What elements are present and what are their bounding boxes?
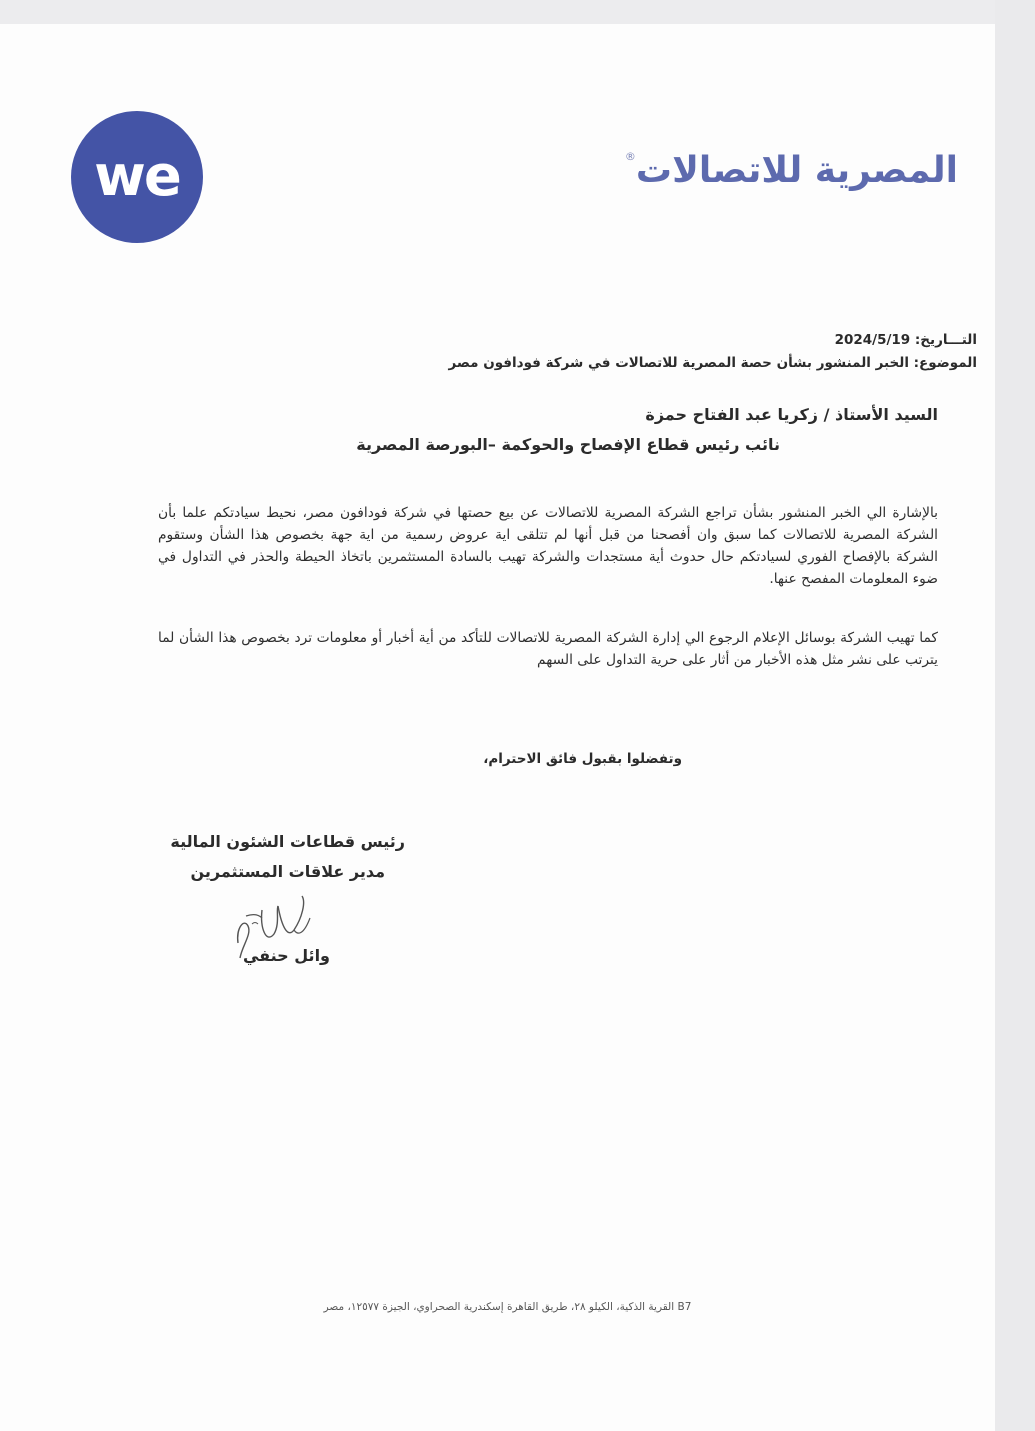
footer-address: B7 القرية الذكية، الكيلو ٢٨، طريق القاهرة إسكندرية الصحراوي، الجيزة ١٢٥٧٧، مصر [323, 1301, 692, 1313]
registered-mark: ® [624, 150, 636, 163]
signatory-title-1: رئيس قطاعات الشئون المالية [170, 832, 405, 851]
brand-name-text: المصرية للاتصالات [635, 150, 958, 191]
signatory-title-2: مدير علاقات المستثمرين [190, 862, 385, 881]
addressee-title: نائب رئيس قطاع الإفصاح والحوكمة –البورصة المصرية [356, 435, 780, 454]
closing-line: وتفضلوا بقبول فائق الاحترام، [483, 751, 682, 767]
subject-line: الموضوع: الخبر المنشور بشأن حصة المصرية للاتصالات في شركة فودافون مصر [448, 355, 977, 371]
signatory-name: وائل حنفي [242, 946, 330, 965]
we-logo-text: we [94, 144, 180, 209]
body-paragraph-2: كما تهيب الشركة بوسائل الإعلام الرجوع الي إدارة الشركة المصرية للاتصالات للتأكد من أية أخبار أو معلومات ترد بخصوص هذا الشأن لما يترتب على نشر مثل هذه الأخبار من أثار على حرية التداول على السهم [158, 630, 938, 668]
we-logo [71, 111, 203, 243]
addressee-name: السيد الأستاذ / زكريا عبد الفتاح حمزة [645, 405, 938, 424]
page-edge [995, 0, 1035, 1431]
company-brand-name [625, 150, 958, 191]
body-paragraph-1: بالإشارة الي الخبر المنشور بشأن تراجع الشركة المصرية للاتصالات عن بيع حصتها في شركة فودافون مصر، نحيط سيادتكم علما بأن الشركة المصرية للاتصالات كما سبق وان أفصحنا من قبل أنها لم تتلقى اية عروض رسمية من اية جهة بخصوص هذا الشأن وستقوم الشركة بالإفصاح الفوري لسيادتكم حال حدوث أية مستجدات والشركة تهيب بالسادة المستثمرين باتخاذ الحيطة والحذر في التداول في ضوء المعلومات المفصح عنها. [158, 505, 938, 587]
date-line: التـــاريخ: 2024/5/19 [834, 332, 977, 348]
